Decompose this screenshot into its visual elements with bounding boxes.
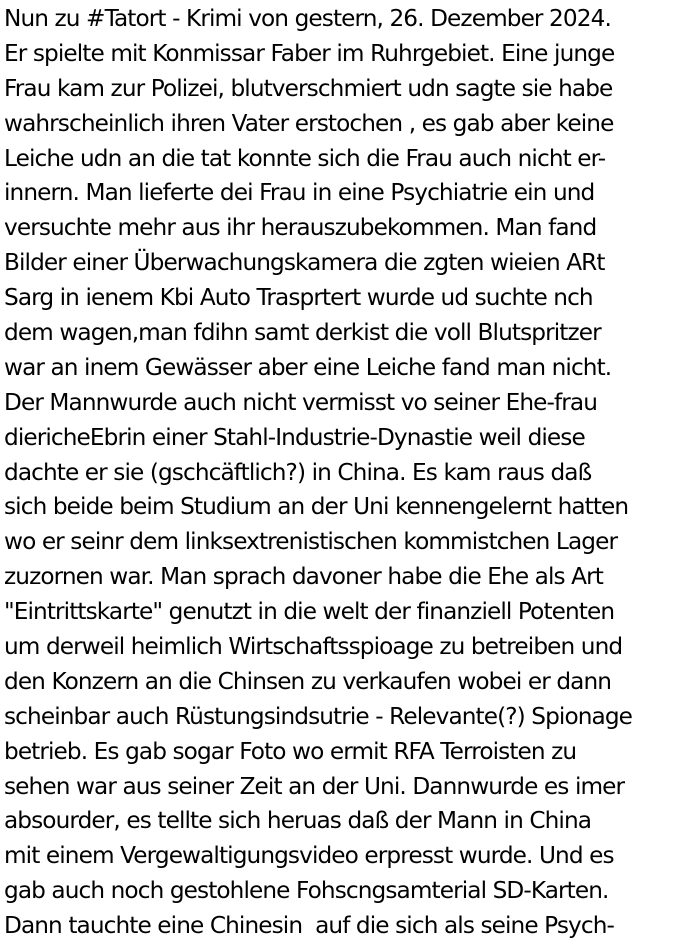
text-line: sich beide beim Studium an der Uni kennengelernt hatten	[4, 493, 629, 521]
text-line: wahrscheinlich ihren Vater erstochen , es gab aber keine	[4, 109, 614, 137]
text-line: gab auch noch gestohlene Fohscngsamterial SD-Karten.	[4, 877, 609, 905]
text-line: den Konzern an die Chinsen zu verkaufen wobei er dann	[4, 667, 612, 695]
text-line: Dann tauchte eine Chinesin auf die sich als seine Psych-	[4, 912, 614, 940]
text-line: scheinbar auch Rüstungsindsutrie - Relevante(?) Spionage	[4, 702, 633, 730]
text-line: war an inem Gewässer aber eine Leiche fand man nicht.	[4, 353, 612, 381]
text-line: innern. Man lieferte dei Frau in eine Psychiatrie ein und	[4, 179, 595, 207]
text-line: mit einem Vergewaltigungsvideo erpresst wurde. Und es	[4, 842, 614, 870]
text-line: dem wagen,man fdihn samt derkist die voll Blutspritzer	[4, 319, 601, 347]
text-line: zuzornen war. Man sprach davoner habe die Ehe als Art	[4, 563, 603, 591]
text-line: Sarg in ienem Kbi Auto Trasprtert wurde ud suchte nch	[4, 284, 593, 312]
document-body	[4, 2, 684, 944]
text-line: Leiche udn an die tat konnte sich die Frau auch nicht er-	[4, 144, 606, 172]
text-line: absourder, es tellte sich heruas daß der Mann in China	[4, 807, 592, 835]
text-line: "Eintrittskarte" genutzt in die welt der finanziell Potenten	[4, 598, 615, 626]
text-line: dachte er sie (gschcäftlich?) in China. Es kam raus daß	[4, 458, 592, 486]
text-line: diericheEbrin einer Stahl-Industrie-Dynastie weil diese	[4, 423, 585, 451]
text-line: um derweil heimlich Wirtschaftsspioage zu betreiben und	[4, 633, 623, 661]
text-line: Nun zu #Tatort - Krimi von gestern, 26. Dezember 2024.	[4, 5, 611, 32]
text-line: betrieb. Es gab sogar Foto wo ermit RFA Terroisten zu	[4, 737, 577, 765]
text-line: wo er seinr dem linksextrenistischen kommistchen Lager	[4, 528, 618, 556]
text-line: Bilder einer Überwachungskamera die zgten wieien ARt	[4, 249, 605, 277]
text-line: sehen war aus seiner Zeit an der Uni. Dannwurde es imer	[4, 772, 625, 800]
text-line: Der Mannwurde auch nicht vermisst vo seiner Ehe-frau	[4, 388, 598, 416]
text-line: Frau kam zur Polizei, blutverschmiert udn sagte sie habe	[4, 74, 613, 102]
text-line: versuchte mehr aus ihr herauszubekommen. Man fand	[4, 214, 597, 242]
text-line: Er spielte mit Konmissar Faber im Ruhrgebiet. Eine junge	[4, 39, 615, 67]
